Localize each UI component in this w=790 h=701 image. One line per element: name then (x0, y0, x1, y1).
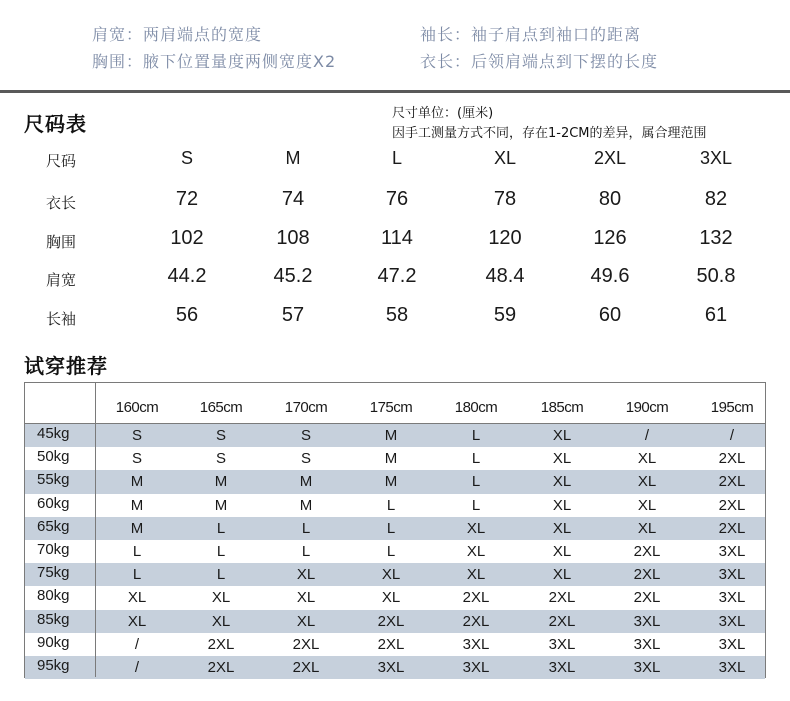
recommended-size-cell: 2XL (292, 635, 320, 653)
def-shoulder: 肩宽：两肩端点的宽度 (92, 25, 263, 44)
recommended-size-cell: 2XL (633, 543, 661, 560)
recommended-size-cell: XL (127, 612, 147, 630)
height-header-cell: 170cm (284, 399, 328, 416)
recommended-size-cell: M (214, 496, 228, 514)
size-header-cell: M (285, 148, 301, 168)
recommended-size-cell: L (216, 519, 226, 537)
weight-label: 85kg (37, 610, 70, 628)
size-chart-title: 尺码表 (24, 112, 87, 136)
size-cell: 45.2 (273, 265, 313, 287)
recommended-size-cell: XL (552, 473, 572, 491)
recommended-size-cell: L (216, 566, 226, 584)
recommended-size-cell: M (384, 450, 398, 468)
recommended-size-cell: 2XL (462, 589, 490, 607)
recommended-size-cell: S (215, 450, 226, 468)
recommended-size-cell: 3XL (718, 635, 746, 653)
recommended-size-cell: 3XL (548, 659, 576, 676)
height-header-cell: 180cm (454, 399, 498, 416)
recommended-size-cell: 3XL (633, 635, 661, 653)
size-cell: 76 (385, 188, 409, 210)
recommended-size-cell: L (301, 519, 311, 537)
size-cell: 50.8 (696, 265, 736, 287)
size-header-cell: XL (493, 148, 517, 168)
recommended-size-cell: XL (552, 427, 572, 444)
table-row (25, 447, 765, 470)
recommended-size-cell: 3XL (548, 635, 576, 653)
size-cell: 48.4 (485, 265, 525, 287)
size-row (0, 188, 790, 218)
section-divider (0, 90, 790, 93)
size-header-label: 尺码 (46, 152, 77, 170)
def-chest: 胸围：腋下位置量度两侧宽度X2 (92, 52, 337, 71)
recommended-size-cell: 2XL (718, 496, 746, 514)
size-header-cell: 3XL (699, 148, 733, 168)
def-sleeve: 袖长：袖子肩点到袖口的距离 (420, 25, 642, 44)
recommended-size-cell: M (130, 496, 144, 514)
recommended-size-cell: XL (127, 589, 147, 607)
table-row (25, 633, 765, 656)
recommended-size-cell: 2XL (548, 612, 576, 630)
table-vertical-divider (95, 383, 96, 677)
recommended-size-cell: L (471, 473, 481, 491)
size-cell: 56 (175, 304, 199, 326)
recommendation-title: 试穿推荐 (24, 354, 108, 378)
size-header-cell: L (391, 148, 402, 168)
size-header-cell: 2XL (593, 148, 627, 168)
recommended-size-cell: L (216, 543, 226, 560)
size-row-label: 长袖 (46, 310, 77, 328)
size-row-label: 衣长 (46, 194, 77, 212)
size-header-cell: S (180, 148, 193, 168)
height-header-cell: 190cm (625, 399, 669, 416)
size-row-label: 胸围 (46, 233, 77, 251)
recommended-size-cell: XL (211, 612, 231, 630)
recommended-size-cell: 2XL (292, 659, 320, 676)
size-header-row (0, 148, 790, 178)
size-cell: 60 (598, 304, 622, 326)
recommended-size-cell: S (300, 427, 311, 444)
weight-label: 50kg (37, 448, 70, 466)
recommended-size-cell: M (384, 427, 398, 444)
weight-label: 45kg (37, 425, 70, 442)
recommended-size-cell: M (299, 496, 313, 514)
recommended-size-cell: XL (637, 473, 657, 491)
recommended-size-cell: XL (637, 496, 657, 514)
recommended-size-cell: 3XL (633, 659, 661, 676)
recommended-size-cell: 2XL (548, 589, 576, 607)
size-cell: 132 (699, 227, 733, 249)
size-cell: 44.2 (167, 265, 207, 287)
weight-label: 75kg (37, 564, 70, 582)
size-cell: 57 (281, 304, 305, 326)
recommended-size-cell: 3XL (462, 659, 490, 676)
weight-label: 65kg (37, 517, 70, 535)
recommended-size-cell: 2XL (718, 473, 746, 491)
recommended-size-cell: XL (466, 566, 486, 584)
weight-label: 70kg (37, 541, 70, 558)
recommended-size-cell: / (644, 427, 650, 444)
recommended-size-cell: M (214, 473, 228, 491)
recommended-size-cell: L (386, 543, 396, 560)
recommended-size-cell: L (386, 519, 396, 537)
recommended-size-cell: L (471, 496, 481, 514)
recommended-size-cell: / (134, 659, 140, 676)
recommended-size-cell: S (215, 427, 226, 444)
recommended-size-cell: 3XL (718, 659, 746, 676)
recommended-size-cell: L (132, 543, 142, 560)
unit-note: 尺寸单位：(厘米) (392, 106, 494, 121)
weight-label: 55kg (37, 471, 70, 489)
recommended-size-cell: L (471, 427, 481, 444)
recommended-size-cell: 3XL (718, 543, 746, 560)
size-cell: 61 (704, 304, 728, 326)
recommended-size-cell: S (131, 427, 142, 444)
def-length: 衣长：后领肩端点到下摆的长度 (420, 52, 659, 71)
size-cell: 47.2 (377, 265, 417, 287)
recommended-size-cell: 2XL (633, 566, 661, 584)
size-cell: 74 (281, 188, 305, 210)
table-row (25, 540, 765, 563)
height-header-cell: 175cm (369, 399, 413, 416)
recommended-size-cell: XL (552, 450, 572, 468)
table-row (25, 656, 765, 679)
recommended-size-cell: L (301, 543, 311, 560)
height-header-cell: 195cm (710, 399, 754, 416)
recommended-size-cell: 2XL (207, 635, 235, 653)
size-cell: 114 (381, 227, 413, 249)
recommended-size-cell: XL (552, 543, 572, 560)
table-row (25, 424, 765, 447)
size-row (0, 227, 790, 257)
recommended-size-cell: 2XL (377, 612, 405, 630)
recommended-size-cell: S (131, 450, 142, 468)
table-row (25, 610, 765, 633)
recommended-size-cell: 2XL (207, 659, 235, 676)
size-cell: 80 (598, 188, 622, 210)
size-cell: 49.6 (590, 265, 630, 287)
recommended-size-cell: 2XL (462, 612, 490, 630)
recommended-size-cell: 3XL (718, 589, 746, 607)
recommended-size-cell: 2XL (633, 589, 661, 607)
recommended-size-cell: L (386, 496, 396, 514)
recommended-size-cell: L (471, 450, 481, 468)
recommended-size-cell: XL (637, 519, 657, 537)
recommended-size-cell: 2XL (718, 450, 746, 468)
size-row (0, 304, 790, 334)
recommended-size-cell: XL (211, 589, 231, 607)
recommended-size-cell: 3XL (377, 659, 405, 676)
recommended-size-cell: XL (296, 566, 316, 584)
table-row (25, 494, 765, 517)
recommended-size-cell: 3XL (718, 612, 746, 630)
error-note: 因手工测量方式不同，存在1-2CM的差异，属合理范围 (392, 126, 707, 141)
recommended-size-cell: 3XL (718, 566, 746, 584)
recommended-size-cell: M (130, 473, 144, 491)
recommended-size-cell: M (299, 473, 313, 491)
recommended-size-cell: XL (296, 612, 316, 630)
weight-label: 90kg (37, 633, 70, 651)
size-cell: 82 (704, 188, 728, 210)
recommended-size-cell: XL (466, 543, 486, 560)
weight-label: 95kg (37, 657, 70, 674)
size-row-label: 肩宽 (46, 271, 77, 289)
weight-label: 80kg (37, 587, 70, 605)
table-row (25, 563, 765, 586)
size-row (0, 265, 790, 295)
size-cell: 59 (493, 304, 517, 326)
size-cell: 126 (593, 227, 627, 249)
size-cell: 78 (493, 188, 517, 210)
height-header-cell: 160cm (115, 399, 159, 416)
recommended-size-cell: XL (552, 566, 572, 584)
weight-label: 60kg (37, 494, 70, 512)
table-row (25, 586, 765, 609)
recommended-size-cell: XL (381, 566, 401, 584)
size-cell: 72 (175, 188, 199, 210)
size-cell: 102 (170, 227, 204, 249)
recommendation-table (24, 382, 766, 678)
size-cell: 108 (276, 227, 310, 249)
recommended-size-cell: XL (552, 519, 572, 537)
recommended-size-cell: XL (637, 450, 657, 468)
height-header-cell: 185cm (540, 399, 584, 416)
recommended-size-cell: XL (296, 589, 316, 607)
recommended-size-cell: 3XL (633, 612, 661, 630)
recommended-size-cell: / (134, 635, 140, 653)
recommended-size-cell: M (384, 473, 398, 491)
recommended-size-cell: M (130, 519, 144, 537)
recommended-size-cell: 2XL (377, 635, 405, 653)
recommended-size-cell: XL (381, 589, 401, 607)
recommended-size-cell: / (729, 427, 735, 444)
table-header-divider (25, 423, 765, 424)
size-cell: 120 (488, 227, 522, 249)
height-header-cell: 165cm (199, 399, 243, 416)
recommended-size-cell: 2XL (718, 519, 746, 537)
recommended-size-cell: S (300, 450, 311, 468)
recommended-size-cell: L (132, 566, 142, 584)
recommended-size-cell: XL (466, 519, 486, 537)
size-cell: 58 (385, 304, 409, 326)
table-row (25, 517, 765, 540)
recommended-size-cell: 3XL (462, 635, 490, 653)
recommended-size-cell: XL (552, 496, 572, 514)
table-row (25, 470, 765, 493)
